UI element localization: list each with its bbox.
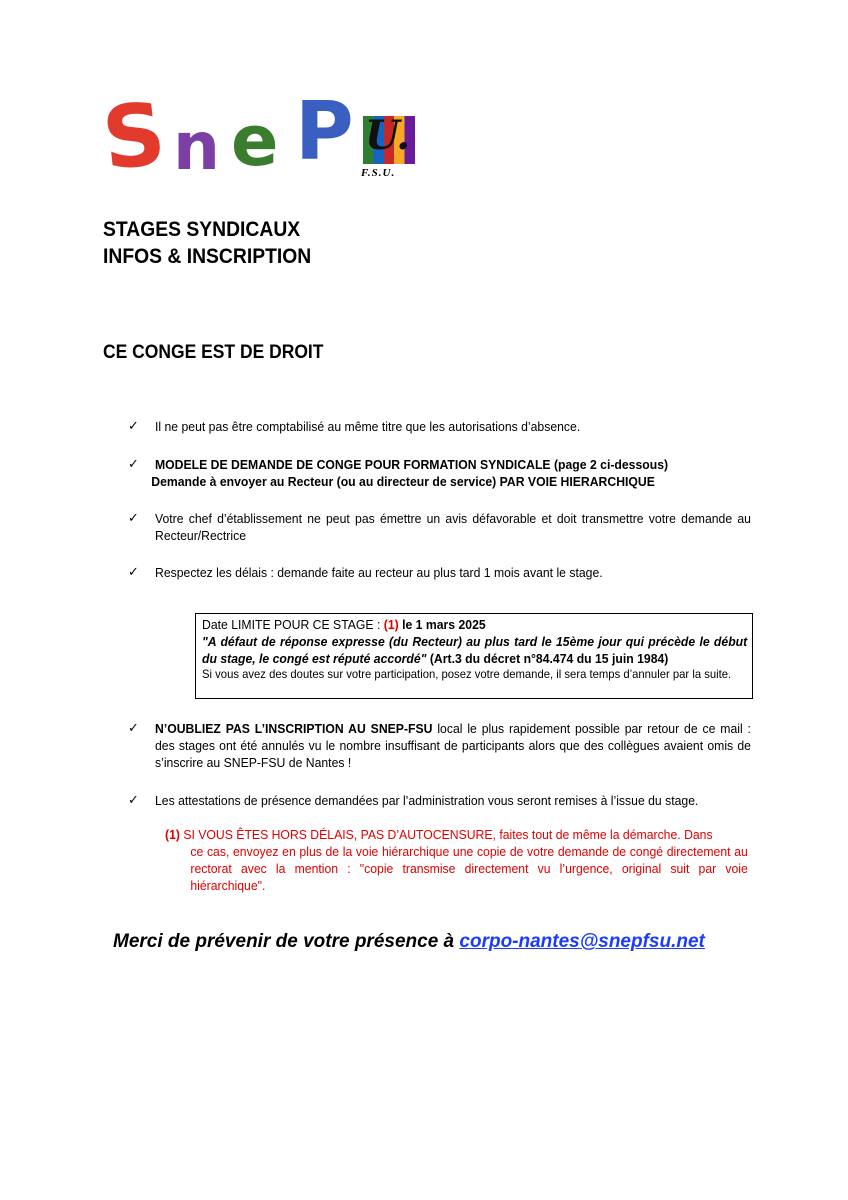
logo-u-mark: U.: [365, 112, 411, 159]
logo-letter-s: S: [97, 84, 171, 190]
item-text: [151, 456, 751, 490]
contact-line: [113, 931, 705, 953]
list-item-attestations: [128, 792, 748, 809]
snep-fsu-logo: [97, 84, 423, 190]
item-bold-subline: Demande à envoyer au Recteur (ou au directeur de service) PAR VOIE HIERARCHIQUE: [151, 474, 655, 489]
title-line-2: INFOS & INSCRIPTION: [103, 245, 312, 268]
check-icon: ✓: [128, 721, 139, 736]
list-item-accounting: [128, 418, 748, 435]
logo-letter-p: P: [295, 85, 354, 178]
section-heading: CE CONGE EST DE DROIT: [103, 342, 324, 363]
contact-email-link[interactable]: corpo-nantes@snepfsu.net: [459, 931, 705, 952]
footnote-line-1: SI VOUS ÊTES HORS DÉLAIS, PAS D’AUTOCENSURE, faites tout de même la démarche. Dans: [179, 827, 713, 842]
list-item-deadlines: [128, 564, 748, 581]
contact-text: Merci de prévenir de votre présence à: [113, 931, 460, 952]
logo-letter-e: e: [231, 100, 279, 182]
inscription-rest: local le plus rapidement possible par retour de ce mail : des stages ont été annulés vu le nombre insuffisant de participants alors que des collègues avaient omis de s’inscrire au SNEP-FSU de Nantes !: [155, 721, 751, 770]
check-icon: ✓: [128, 511, 139, 526]
list-item-request-model: [128, 456, 748, 490]
item-text: Votre chef d’établissement ne peut pas émettre un avis défavorable et doit transmettre votre demande au Recteur/Rectrice: [155, 511, 751, 543]
deadline-ref: (1): [383, 617, 399, 632]
inscription-bold: N’OUBLIEZ PAS L’INSCRIPTION AU SNEP-FSU: [155, 721, 433, 736]
item-text: Les attestations de présence demandées par l’administration vous seront remises à l’issue du stage.: [155, 793, 699, 808]
footnote-ref: (1): [165, 827, 180, 842]
check-icon: ✓: [128, 457, 139, 472]
list-item-inscription: [128, 720, 751, 771]
item-text: [155, 720, 751, 771]
logo-fsu: F.S.U.: [361, 167, 396, 179]
deadline-label: Date LIMITE POUR CE STAGE :: [202, 617, 384, 632]
item-text: Il ne peut pas être comptabilisé au même titre que les autorisations d’absence.: [155, 419, 581, 434]
decree-quote: [202, 633, 747, 667]
footnote-late: [165, 826, 748, 894]
decree-ref: (Art.3 du décret n°84.474 du 15 juin 1984): [426, 651, 669, 666]
doubt-note: Si vous avez des doutes sur votre participation, posez votre demande, il sera temps d’annuler par la suite.: [202, 667, 732, 681]
check-icon: ✓: [128, 419, 139, 434]
title-line-1: STAGES SYNDICAUX: [103, 218, 301, 241]
list-item-principal: [128, 510, 751, 544]
quote-text: "A défaut de réponse expresse (du Recteur) au plus tard le 15ème jour qui précède le début du stage, le congé est réputé accordé": [202, 634, 748, 666]
deadline-date: le 1 mars 2025: [398, 617, 486, 632]
item-bold-heading: MODELE DE DEMANDE DE CONGE POUR FORMATION SYNDICALE (page 2 ci-dessous): [155, 457, 669, 472]
footnote-rest: ce cas, envoyez en plus de la voie hiérarchique une copie de votre demande de congé directement au rectorat avec la mention : "copie transmise directement vu l’urgence, original suit par voie hiérarchique".: [190, 844, 748, 893]
check-icon: ✓: [128, 793, 139, 808]
item-text: Respectez les délais : demande faite au recteur au plus tard 1 mois avant le stage.: [155, 565, 603, 580]
check-icon: ✓: [128, 565, 139, 580]
page-title: [103, 216, 311, 270]
logo-letter-n: n: [173, 108, 220, 185]
deadline-line: [202, 616, 747, 633]
deadline-box: [195, 613, 753, 699]
